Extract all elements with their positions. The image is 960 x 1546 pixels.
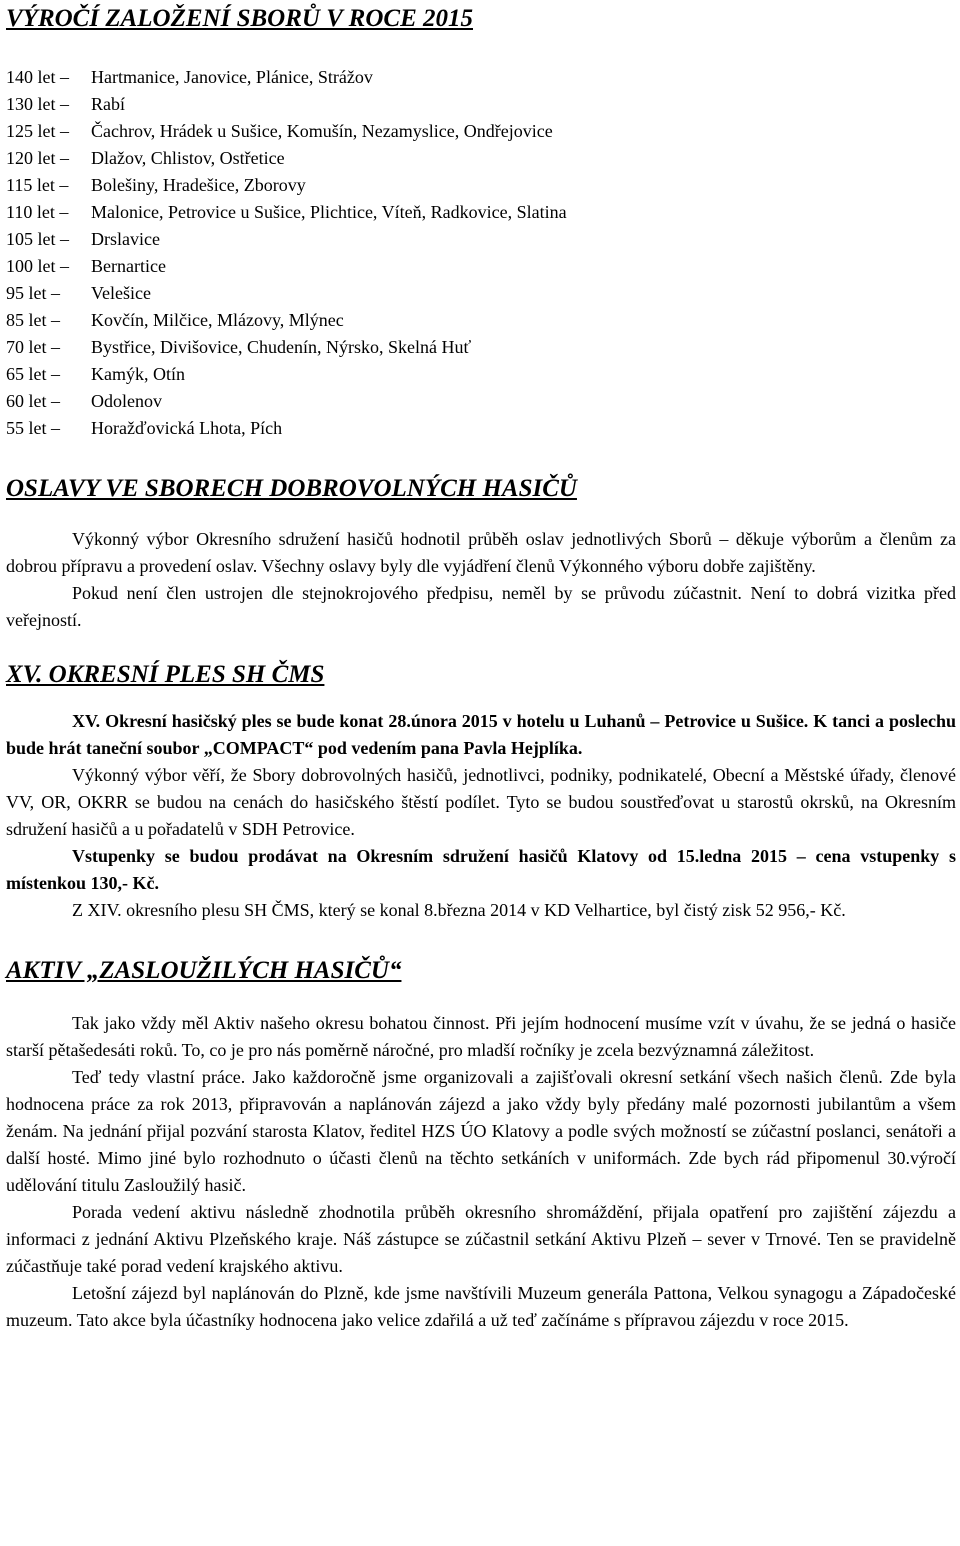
brigade-names: Kovčín, Milčice, Mlázovy, Mlýnec [91,310,344,330]
brigade-names: Bystřice, Divišovice, Chudenín, Nýrsko, Skelná Huť [91,337,472,357]
brigade-names: Hartmanice, Janovice, Plánice, Strážov [91,67,373,87]
years-label: 110 let – [6,202,69,222]
veterans-paragraph: Porada vedení aktivu následně zhodnotila průběh okresního shromáždění, přijala opatření pro zajištění zájezdu a informaci z jednání Aktivu Plzeňského kraje. Náš zástupce se zúčastnil setkání Aktivu Plzeň – sever v Trnové. Ten se pravidelně zúčastňuje také porad vedení krajského aktivu. [6,1202,956,1276]
list-item [6,91,956,118]
years-label: 85 let – [6,310,60,330]
celebrations-paragraph: Výkonný výbor Okresního sdružení hasičů hodnotil průběh oslav jednotlivých Sborů – děkuje výborům a členům za dobrou přípravu a provedení oslav. Všechny oslavy byly dle vyjádření členů Výkonného výboru dobře zajištěny. [6,529,956,576]
veterans-paragraph: Teď tedy vlastní práce. Jako každoročně jsme organizovali a zajišťovali okresní setkání všech našich členů. Zde byla hodnocena práce za rok 2013, připravován a naplánován zájezd a jako vždy byly předány malé pozornosti jubilantům a všem ženám. Na jednání přijal pozvání starosta Klatov, ředitel HZS ÚO Klatovy a podle svých možností se zúčastní poslanci, senátoři a další hosté. Mimo jiné bylo rozhodnuto o účasti členů na těchto setkáních v uniformách. Zde bych rád připomenul 30.výročí udělování titulu Zasloužilý hasič. [6,1067,956,1195]
ball-profit: Z XIV. okresního plesu SH ČMS, který se konal 8.března 2014 v KD Velhartice, byl čistý zisk 52 956,- Kč. [72,900,846,920]
celebrations-heading: OSLAVY VE SBORECH DOBROVOLNÝCH HASIČŮ [6,475,577,502]
list-item [6,118,956,145]
years-label: 95 let – [6,283,60,303]
anniversary-list [6,64,956,442]
list-item [6,415,956,442]
list-item [6,361,956,388]
list-item [6,226,956,253]
ball-paragraph: Výkonný výbor věří, že Sbory dobrovolných hasičů, jednotlivci, podniky, podnikatelé, Obecní a Městské úřady, členové VV, OR, OKRR se budou na cenách do hasičského štěstí podílet. Tyto se budou soustřeďovat u starostů okrsků, na Okresním sdružení hasičů a u pořadatelů v SDH Petrovice. [6,765,956,839]
years-label: 70 let – [6,337,60,357]
list-item [6,307,956,334]
veterans-heading: AKTIV „ZASLOUŽILÝCH HASIČŮ“ [6,957,402,984]
years-label: 60 let – [6,391,60,411]
brigade-names: Horažďovická Lhota, Pích [91,418,283,438]
brigade-names: Velešice [91,283,151,303]
brigade-names: Kamýk, Otín [91,364,185,384]
years-label: 115 let – [6,175,69,195]
brigade-names: Drslavice [91,229,160,249]
ticket-info: Vstupenky se budou prodávat na Okresním sdružení hasičů Klatovy od 15.ledna 2015 – cena vstupenky s místenkou 130,- Kč. [6,846,956,893]
list-item [6,388,956,415]
veterans-paragraph: Letošní zájezd byl naplánován do Plzně, kde jsme navštívili Muzeum generála Pattona, Velkou synagogu a Západočeské muzeum. Tato akce byla účastníky hodnocena jako velice zdařilá a už teď začínáme s přípravou zájezdu v roce 2015. [6,1283,956,1330]
list-item [6,334,956,361]
list-item [6,172,956,199]
years-label: 120 let – [6,148,69,168]
document-page [6,0,956,1334]
celebrations-paragraph: Pokud není člen ustrojen dle stejnokrojového předpisu, neměl by se průvodu zúčastnit. Není to dobrá vizitka před veřejností. [6,583,956,630]
veterans-paragraph: Tak jako vždy měl Aktiv našeho okresu bohatou činnost. Při jejím hodnocení musíme vzít v úvahu, že se jedná o hasiče starší pětašedesáti roků. To, co je pro nás poměrně náročné, pro mladší ročníky je zcela bezvýznamná záležitost. [6,1013,956,1060]
brigade-names: Odolenov [91,391,162,411]
ball-heading: XV. OKRESNÍ PLES SH ČMS [6,661,325,688]
list-item [6,64,956,91]
years-label: 105 let – [6,229,69,249]
years-label: 100 let – [6,256,69,276]
list-item [6,253,956,280]
years-label: 125 let – [6,121,69,141]
brigade-names: Bolešiny, Hradešice, Zborovy [91,175,306,195]
years-label: 140 let – [6,67,69,87]
anniversary-heading: VÝROČÍ ZALOŽENÍ SBORŮ V ROCE 2015 [6,5,473,32]
brigade-names: Rabí [91,94,125,114]
list-item [6,145,956,172]
list-item [6,199,956,226]
ball-announcement: XV. Okresní hasičský ples se bude konat 28.února 2015 v hotelu u Luhanů – Petrovice u Sušice. K tanci a poslechu bude hrát taneční soubor „COMPACT“ pod vedením pana Pavla Hejplíka. [6,711,956,758]
brigade-names: Čachrov, Hrádek u Sušice, Komušín, Nezamyslice, Ondřejovice [91,121,553,141]
years-label: 65 let – [6,364,60,384]
years-label: 55 let – [6,418,60,438]
brigade-names: Bernartice [91,256,166,276]
list-item [6,280,956,307]
years-label: 130 let – [6,94,69,114]
brigade-names: Malonice, Petrovice u Sušice, Plichtice, Víteň, Radkovice, Slatina [91,202,567,222]
brigade-names: Dlažov, Chlistov, Ostřetice [91,148,285,168]
